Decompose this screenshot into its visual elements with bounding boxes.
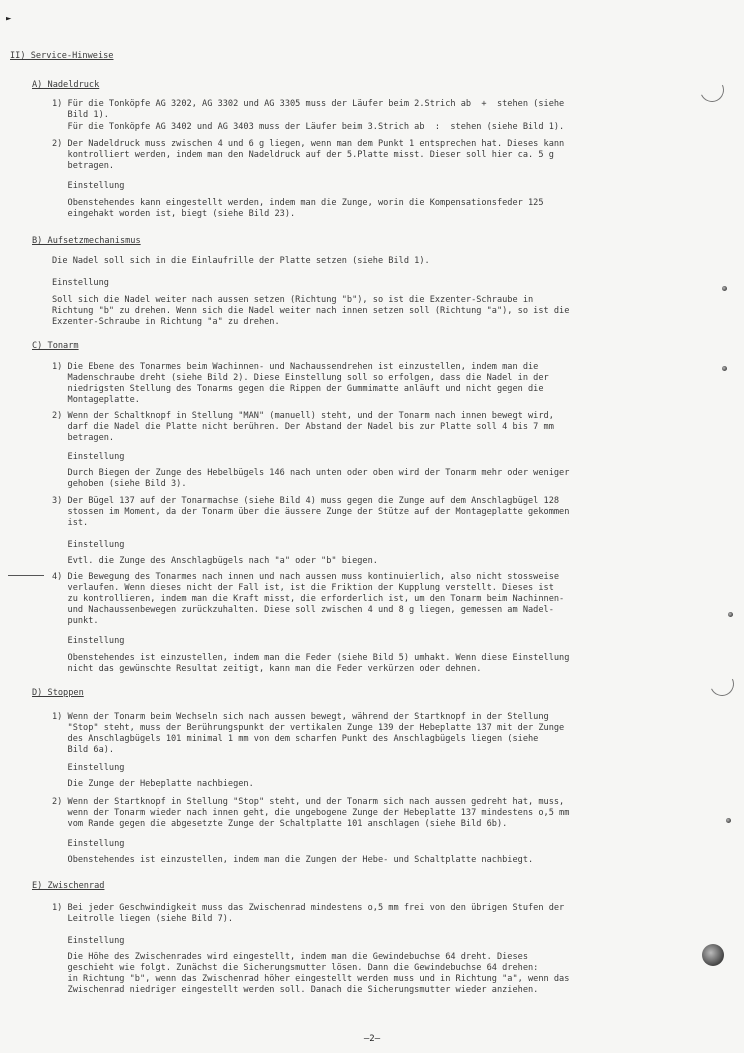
line: Obenstehendes kann eingestellt werden, indem man die Zunge, worin die Kompensationsfeder 125 bbox=[52, 198, 544, 208]
line: kontrolliert werden, indem man den Nadeldruck auf der 5.Platte misst. Dieser soll hier ca. 5 g bbox=[52, 150, 554, 160]
subheading-einstellung: Einstellung bbox=[52, 452, 125, 462]
section-title-d: D) Stoppen bbox=[32, 688, 84, 698]
line: "Stop" steht, muss der Berührungspunkt der vertikalen Zunge 139 der Hebeplatte 137 mit der Zunge bbox=[52, 723, 565, 733]
section-title-e: E) Zwischenrad bbox=[32, 881, 105, 891]
line: betragen. bbox=[52, 433, 115, 443]
line: Die Nadel soll sich in die Einlaufrille der Platte setzen (siehe Bild 1). bbox=[52, 256, 430, 266]
punch-hole-shadow bbox=[707, 669, 738, 700]
line: Für die Tonköpfe AG 3402 und AG 3403 muss der Läufer beim 3.Strich ab : stehen (siehe Bild 1). bbox=[52, 122, 565, 132]
page-corner-mark: ► bbox=[6, 14, 12, 24]
document-heading: II) Service-Hinweise bbox=[10, 51, 114, 61]
section-title-b: B) Aufsetzmechanismus bbox=[32, 236, 141, 246]
punch-hole bbox=[722, 366, 727, 371]
punch-hole-shadow bbox=[697, 75, 728, 106]
page-number: —2— bbox=[363, 1034, 381, 1044]
line: in Richtung "b", wenn das Zwischenrad höher eingestellt werden muss und in Richtung "a", wenn das bbox=[52, 974, 570, 984]
line: betragen. bbox=[52, 161, 115, 171]
line: Die Höhe des Zwischenrades wird eingestellt, indem man die Gewindebuchse 64 dreht. Dieses bbox=[52, 952, 528, 962]
line: Soll sich die Nadel weiter nach aussen setzen (Richtung "b"), so ist die Exzenter-Schraube in bbox=[52, 295, 534, 305]
line: Die Zunge der Hebeplatte nachbiegen. bbox=[52, 779, 254, 789]
subheading-einstellung: Einstellung bbox=[52, 936, 125, 946]
line: Bild 1). bbox=[52, 110, 109, 120]
line: 2) Der Nadeldruck muss zwischen 4 und 6 g liegen, wenn man dem Punkt 1 entsprechen hat. Dieses kann bbox=[52, 139, 565, 149]
line: Leitrolle liegen (siehe Bild 7). bbox=[52, 914, 234, 924]
margin-mark bbox=[8, 575, 44, 576]
line: Obenstehendes ist einzustellen, indem man die Zungen der Hebe- und Schaltplatte nachbiegt. bbox=[52, 855, 534, 865]
line: ist. bbox=[52, 518, 89, 528]
subheading-einstellung: Einstellung bbox=[52, 278, 109, 288]
line: vom Rande gegen die abgesetzte Zunge der Schaltplatte 101 anschlagen (siehe Bild 6b). bbox=[52, 819, 508, 829]
line: darf die Nadel die Platte nicht berühren. Der Abstand der Nadel bis zur Platte soll 4 bis 7 mm bbox=[52, 422, 554, 432]
line: 1) Für die Tonköpfe AG 3202, AG 3302 und AG 3305 muss der Läufer beim 2.Strich ab + stehen (siehe bbox=[52, 99, 565, 109]
punch-hole bbox=[722, 286, 727, 291]
line: 4) Die Bewegung des Tonarmes nach innen und nach aussen muss kontinuierlich, also nicht stossweise bbox=[52, 572, 560, 582]
subheading-einstellung: Einstellung bbox=[52, 839, 125, 849]
line: 1) Bei jeder Geschwindigkeit muss das Zwischenrad mindestens o,5 mm frei von den übrigen Stufen der bbox=[52, 903, 565, 913]
line: Obenstehendes ist einzustellen, indem man die Feder (siehe Bild 5) umhakt. Wenn diese Einstellung bbox=[52, 653, 570, 663]
line: Zwischenrad niedriger eingestellt werden soll. Danach die Sicherungsmutter wieder anziehen. bbox=[52, 985, 539, 995]
section-title-a: A) Nadeldruck bbox=[32, 80, 100, 90]
line: verlaufen. Wenn dieses nicht der Fall ist, ist die Friktion der Kupplung verstellt. Dieses ist bbox=[52, 583, 554, 593]
line: Richtung "b" zu drehen. Wenn sich die Nadel weiter nach innen setzen soll (Richtung "a"), so ist die bbox=[52, 306, 570, 316]
line: zu kontrollieren, indem man die Kraft misst, die erforderlich ist, um den Tonarm beim Nachinnen- bbox=[52, 594, 565, 604]
subheading-einstellung: Einstellung bbox=[52, 763, 125, 773]
line: gehoben (siehe Bild 3). bbox=[52, 479, 187, 489]
line: 2) Wenn der Startknopf in Stellung "Stop" steht, und der Tonarm sich nach aussen gedreht hat, muss, bbox=[52, 797, 565, 807]
subheading-einstellung: Einstellung bbox=[52, 540, 125, 550]
line: Evtl. die Zunge des Anschlagbügels nach "a" oder "b" biegen. bbox=[52, 556, 378, 566]
line: stossen im Moment, da der Tonarm über die äussere Zunge der Stütze auf der Montageplatte gekommen bbox=[52, 507, 570, 517]
punch-hole bbox=[728, 612, 733, 617]
line: des Anschlagbügels 101 minimal 1 mm von dem scharfen Punkt des Anschlagbügels liegen (siehe bbox=[52, 734, 539, 744]
section-title-c: C) Tonarm bbox=[32, 341, 79, 351]
line: Exzenter-Schraube in Richtung "a" zu drehen. bbox=[52, 317, 280, 327]
line: geschieht wie folgt. Zunächst die Sicherungsmutter lösen. Dann die Gewindebuchse 64 drehen: bbox=[52, 963, 539, 973]
punch-hole bbox=[702, 944, 724, 966]
line: Madenschraube dreht (siehe Bild 2). Diese Einstellung soll so erfolgen, dass die Nadel in der bbox=[52, 373, 549, 383]
line: eingehakt worden ist, biegt (siehe Bild 23). bbox=[52, 209, 296, 219]
line: 1) Wenn der Tonarm beim Wechseln sich nach aussen bewegt, während der Startknopf in der Stellung bbox=[52, 712, 549, 722]
line: 3) Der Bügel 137 auf der Tonarmachse (siehe Bild 4) muss gegen die Zunge auf dem Anschlagbügel 128 bbox=[52, 496, 560, 506]
line: niedrigsten Stellung des Tonarms gegen die Rippen der Gummimatte anläuft und nicht gegen die bbox=[52, 384, 544, 394]
line: nicht das gewünschte Resultat zeitigt, kann man die Feder verkürzen oder dehnen. bbox=[52, 664, 482, 674]
line: Bild 6a). bbox=[52, 745, 115, 755]
line: 1) Die Ebene des Tonarmes beim Wachinnen- und Nachaussendrehen ist einzustellen, indem man die bbox=[52, 362, 539, 372]
line: wenn der Tonarm wieder nach innen geht, die ungebogene Zunge der Hebeplatte 137 mindestens o,5 mm bbox=[52, 808, 570, 818]
subheading-einstellung: Einstellung bbox=[52, 636, 125, 646]
punch-hole bbox=[726, 818, 731, 823]
line: Montageplatte. bbox=[52, 395, 140, 405]
line: Durch Biegen der Zunge des Hebelbügels 146 nach unten oder oben wird der Tonarm mehr oder weniger bbox=[52, 468, 570, 478]
subheading-einstellung: Einstellung bbox=[52, 181, 125, 191]
line: und Nachaussenbewegen zurückzuhalten. Diese soll zwischen 4 und 8 g liegen, gemessen am Nadel- bbox=[52, 605, 554, 615]
line: 2) Wenn der Schaltknopf in Stellung "MAN" (manuell) steht, und der Tonarm nach innen bewegt wird, bbox=[52, 411, 554, 421]
line: punkt. bbox=[52, 616, 99, 626]
